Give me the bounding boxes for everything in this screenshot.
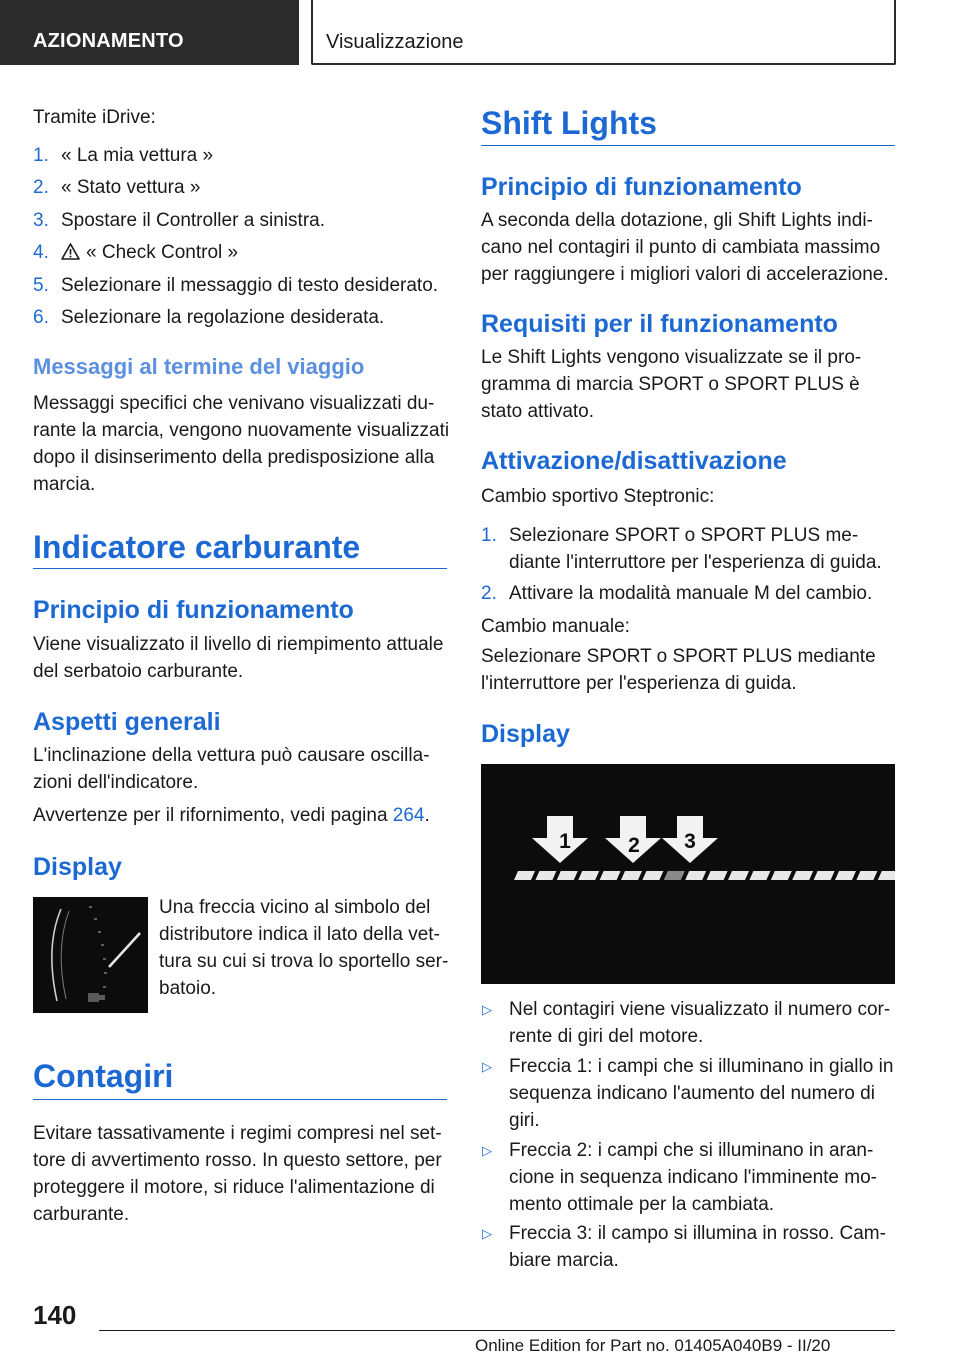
fuel-gauge-image [33, 897, 148, 1013]
step-text: « Check Control » [86, 242, 239, 263]
step-number: 2. [481, 583, 497, 604]
shift-principle-text: A seconda della dotazione, gli Shift Lights indi‐ cano nel contagiri il punto di cambiata massimo per raggiungere i migliori valori di accelerazione. [481, 210, 889, 285]
step-number: 2. [33, 177, 49, 198]
end-trip-heading: Messaggi al termine del viaggio [33, 354, 365, 379]
bullet-triangle-icon: ▷ [482, 1143, 492, 1158]
warning-triangle-icon [61, 243, 80, 260]
shift-requirements-heading: Requisiti per il funzionamento [481, 310, 838, 338]
step-text: Attivare la modalità manuale M del cambio. [509, 583, 873, 604]
fuel-refuel-text: Avvertenze per il rifornimento, vedi pagina 264. [33, 805, 430, 826]
page-number: 140 [33, 1300, 77, 1330]
arrow-label: 3 [684, 830, 696, 853]
arrow-label: 1 [559, 830, 571, 853]
fuel-principle-heading: Principio di funzionamento [33, 596, 354, 624]
fuel-general-heading: Aspetti generali [33, 708, 221, 736]
arrow-label: 2 [628, 834, 640, 857]
tachometer-text: Evitare tassativamente i regimi compresi nel set‐ tore di avvertimento rosso. In questo settore, per proteggere il motore, si riduce l'alimentazione di carburante. [33, 1123, 442, 1225]
footer-rule [99, 1330, 895, 1331]
step-number: 5. [33, 275, 49, 296]
shift-principle-heading: Principio di funzionamento [481, 173, 802, 201]
step-text: Spostare il Controller a sinistra. [61, 210, 325, 231]
fuel-gauge-title: Indicatore carburante [33, 529, 361, 565]
idrive-intro: Tramite iDrive: [33, 107, 156, 128]
shift-lights-title: Shift Lights [481, 105, 657, 141]
manual-label: Cambio manuale: [481, 616, 630, 637]
step-text: Selezionare il messaggio di testo desiderato. [61, 275, 439, 296]
shift-activation-heading: Attivazione/disattivazione [481, 447, 787, 475]
header-chapter-label: Visualizzazione [326, 31, 464, 53]
fuel-display-heading: Display [33, 853, 122, 881]
header-section-tab [0, 0, 299, 65]
edition-note: Online Edition for Part no. 01405A040B9 - II/20 [475, 1336, 831, 1355]
step-number: 1. [481, 525, 497, 546]
title-rule [33, 1099, 447, 1100]
step-text: « Stato vettura » [61, 177, 201, 198]
step-text: Selezionare la regolazione desiderata. [61, 307, 385, 328]
header-chapter-tab [311, 0, 896, 65]
bullet-triangle-icon: ▷ [482, 1002, 492, 1017]
manual-text: Selezionare SPORT o SPORT PLUS mediante l'interruttore per l'esperienza di guida. [481, 646, 876, 694]
bullet-triangle-icon: ▷ [482, 1226, 492, 1241]
page-reference-link[interactable]: 264 [392, 805, 425, 826]
step-text: Selezionare SPORT o SPORT PLUS me‐ [509, 525, 859, 546]
fuel-principle-text: Viene visualizzato il livello di riempimento attuale del serbatoio carburante. [33, 634, 444, 682]
step-text: « La mia vettura » [61, 145, 214, 166]
shift-display-heading: Display [481, 720, 570, 748]
title-rule [33, 568, 447, 569]
shift-requirements-text: Le Shift Lights vengono visualizzate se il pro‐ gramma di marcia SPORT o SPORT PLUS è stato attivato. [481, 347, 862, 422]
fuel-general-text: L'inclinazione della vettura può causare oscilla‐ zioni dell'indicatore. [33, 745, 430, 793]
step-number: 4. [33, 242, 49, 263]
step-text: diante l'interruttore per l'esperienza di guida. [509, 552, 882, 573]
header-section-label: AZIONAMENTO [33, 30, 184, 52]
steptronic-label: Cambio sportivo Steptronic: [481, 486, 715, 507]
step-number: 1. [33, 145, 49, 166]
shift-lights-figure [481, 764, 895, 984]
step-number: 6. [33, 307, 49, 328]
fuel-display-text: Una freccia vicino al simbolo del distributore indica il lato della vet‐ tura su cui si trova lo sportello ser‐ batoio. [159, 897, 449, 999]
title-rule [481, 145, 895, 146]
step-number: 3. [33, 210, 49, 231]
end-trip-text: Messaggi specifici che venivano visualizzati du‐ rante la marcia, vengono nuovamente visualizzati dopo il disinserimento della predisposizione alla marcia. [33, 393, 450, 495]
bullet-triangle-icon: ▷ [482, 1059, 492, 1074]
tachometer-title: Contagiri [33, 1058, 174, 1094]
